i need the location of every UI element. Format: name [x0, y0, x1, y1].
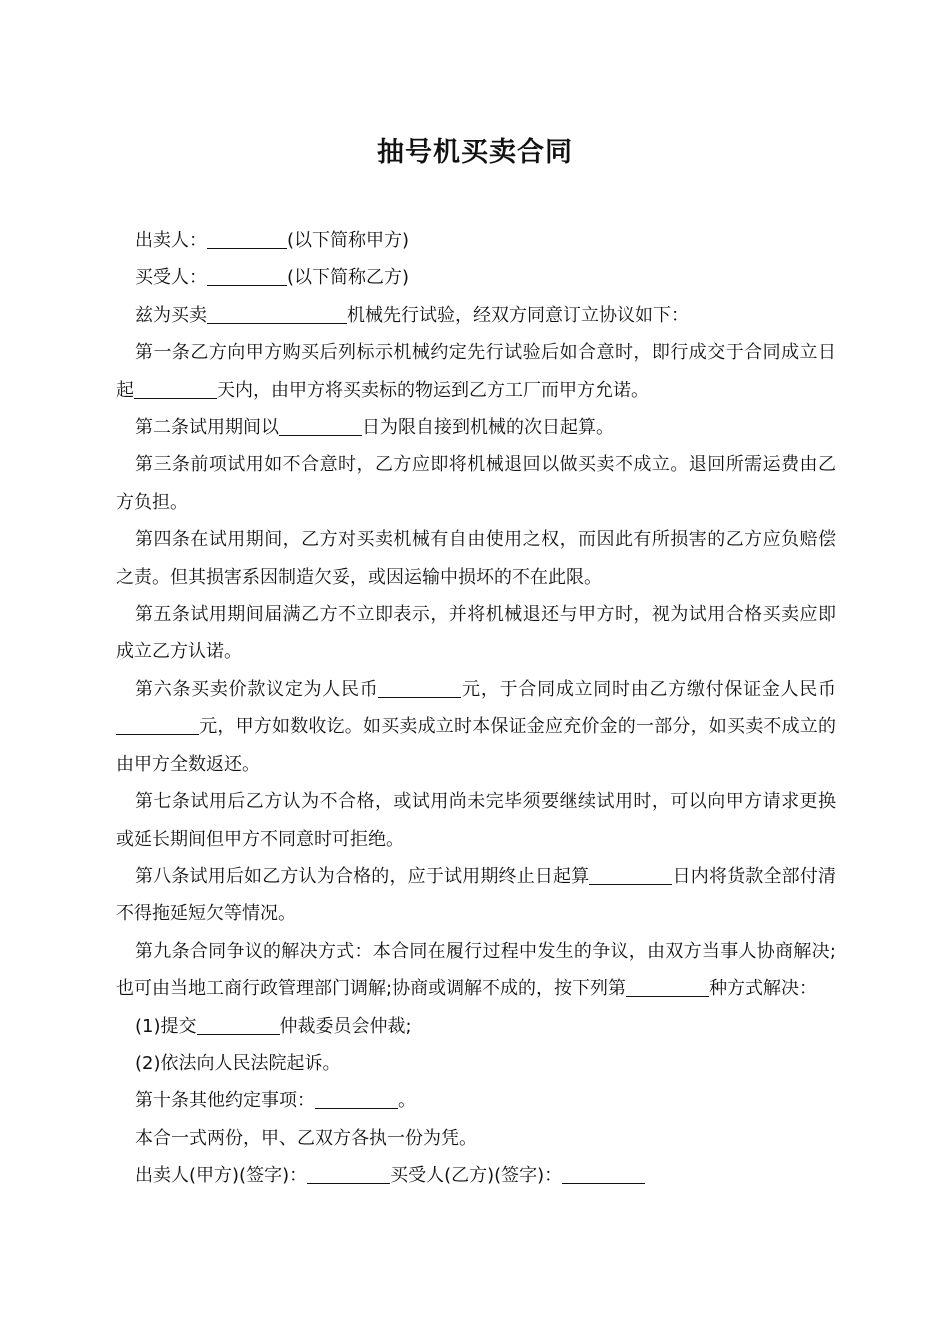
signature-line [116, 1157, 836, 1194]
article-1-text-b: 天内，由甲方将买卖标的物运到乙方工厂而甲方允诺。 [217, 379, 649, 401]
article-6-text-b: 元，于合同成立同时由乙方缴付保证金人民币 [461, 678, 836, 700]
article-8-text-a: 第八条试用后如乙方认为合格的，应于试用期终止日起算 [135, 865, 590, 887]
article-7: 第七条试用后乙方认为不合格，或试用尚未完毕须要继续试用时，可以向甲方请求更换或延长期间但甲方不同意时可拒绝。 [116, 791, 836, 850]
article-4: 第四条在试用期间，乙方对买卖机械有自由使用之权，而因此有所损害的乙方应负赔偿之责。但其损害系因制造欠妥，或因运输中损坏的不在此限。 [116, 529, 836, 588]
buyer-name-blank [207, 267, 287, 286]
article-2-text-b: 日为限自接到机械的次日起算。 [362, 417, 614, 439]
article-6 [116, 671, 836, 783]
article-10-text-a: 第十条其他约定事项： [135, 1090, 315, 1112]
buyer-label: 买受人： [135, 267, 207, 289]
option-1 [116, 1008, 836, 1045]
payment-days-blank [589, 866, 672, 885]
contract-body [116, 222, 836, 1195]
article-10-text-b: 。 [398, 1090, 416, 1112]
buyer-line [116, 259, 836, 296]
article-6-text-a: 第六条买卖价款议定为人民币 [135, 678, 379, 700]
article-2-text-a: 第二条试用期间以 [135, 417, 279, 439]
article-1 [116, 334, 836, 409]
article-9-text-a: 第九条合同争议的解决方式：本合同在履行过程中发生的争议，由双方当事人协商解决;也可由当地工商行政管理部门调解;协商或调解不成的，按下列第 [116, 940, 836, 1000]
seller-signature-label: 出卖人(甲方)(签字)： [135, 1165, 308, 1187]
deposit-blank [116, 716, 199, 735]
article-2 [116, 409, 836, 446]
document-title: 抽号机买卖合同 [377, 137, 573, 168]
arbitration-blank [197, 1016, 280, 1035]
price-blank [378, 679, 461, 698]
other-matters-blank [315, 1090, 398, 1109]
article-10 [116, 1082, 836, 1119]
article-3: 第三条前项试用如不合意时，乙方应即将机械退回以做买卖不成立。退回所需运费由乙方负担。 [116, 454, 836, 513]
article-8 [116, 858, 836, 933]
option-1-text-a: (1)提交 [135, 1015, 197, 1037]
seller-name-blank [207, 230, 287, 249]
article-9-text-b: 种方式解决： [709, 978, 818, 1000]
article-6-text-c: 元，甲方如数收讫。如买卖成立时本保证金应充价金的一部分，如买卖不成立的由甲方全数返还。 [116, 716, 836, 775]
copies-clause: 本合一式两份，甲、乙双方各执一份为凭。 [135, 1127, 477, 1149]
article-5: 第五条试用期间届满乙方不立即表示，并将机械退还与甲方时，视为试用合格买卖应即成立乙方认诺。 [116, 604, 836, 663]
seller-signature-blank [307, 1165, 390, 1184]
intro-text-a: 兹为买卖 [135, 304, 207, 326]
option-1-text-b: 仲裁委员会仲裁; [279, 1015, 412, 1037]
dispute-option-blank [626, 978, 709, 997]
delivery-days-blank [134, 380, 217, 399]
seller-line [116, 222, 836, 259]
intro-text-b: 机械先行试验，经双方同意订立协议如下： [347, 304, 689, 326]
article-9 [116, 933, 836, 1008]
trial-days-blank [279, 417, 362, 436]
intro-paragraph [116, 297, 836, 334]
buyer-signature-label: 买受人(乙方)(签字)： [390, 1165, 563, 1187]
article-8-text-b: 日内将货款全部付清不得拖延短欠等情况。 [116, 865, 837, 925]
buyer-suffix: (以下简称乙方) [287, 267, 410, 289]
seller-label: 出卖人： [135, 230, 207, 251]
machine-blank [207, 305, 347, 324]
article-1-text-a: 第一条乙方向甲方购买后列标示机械约定先行试验后如合意时，即行成交于合同成立日起 [116, 342, 836, 401]
option-2: (2)依法向人民法院起诉。 [135, 1052, 341, 1074]
seller-suffix: (以下简称甲方) [287, 230, 410, 251]
buyer-signature-blank [562, 1165, 645, 1184]
